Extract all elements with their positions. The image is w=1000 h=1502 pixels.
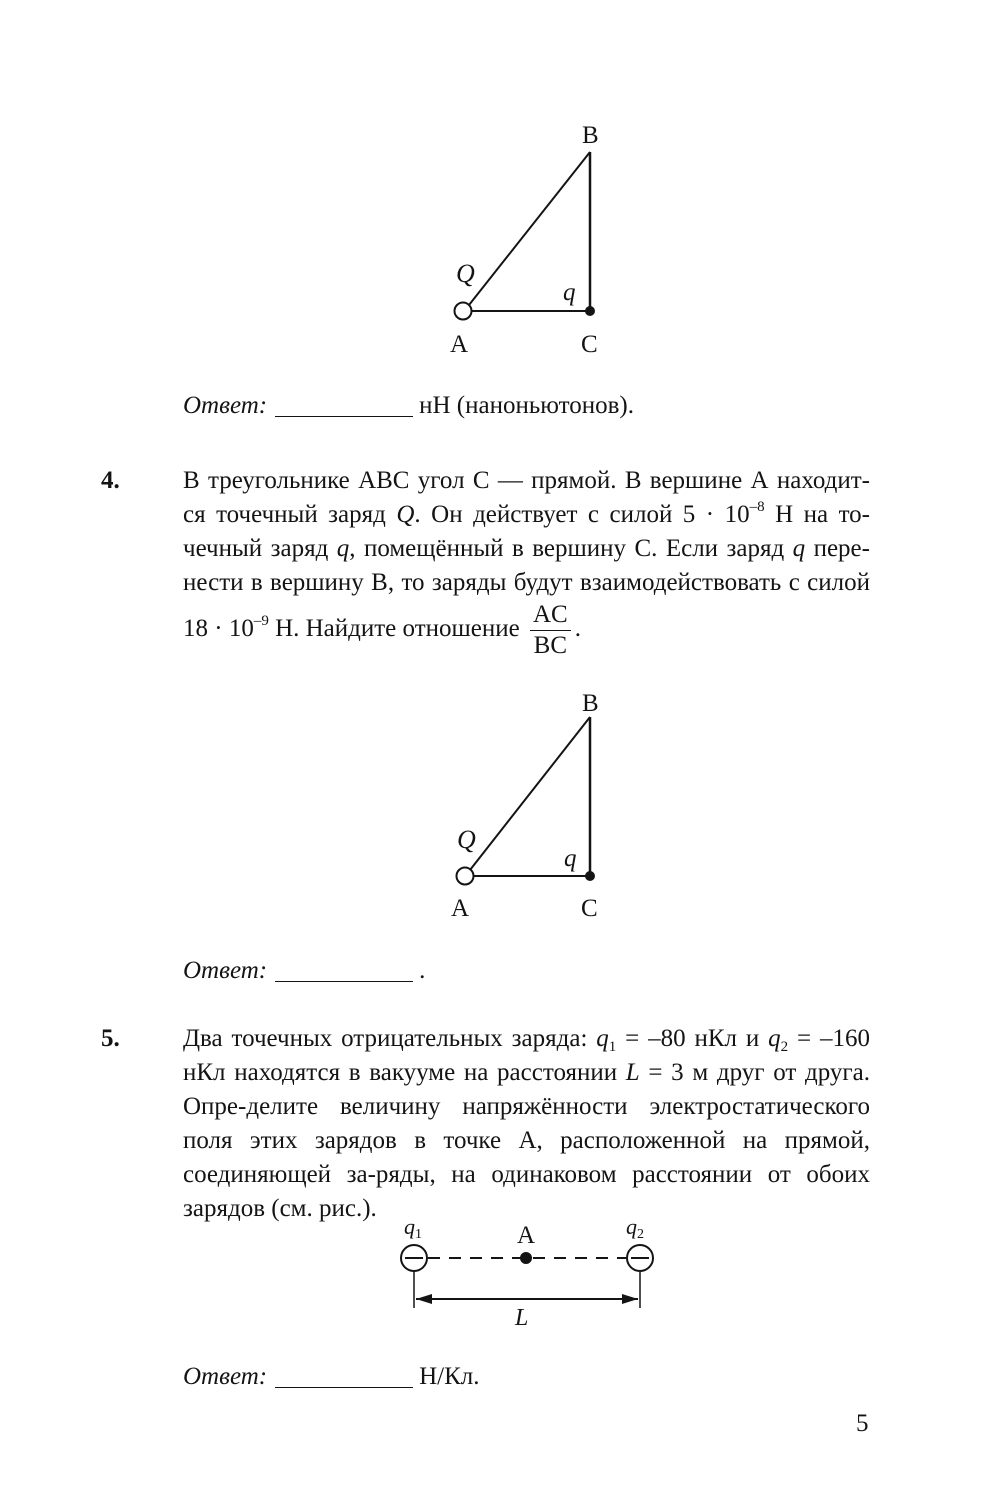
charge-Q-label: Q (456, 259, 475, 288)
charge-q-label: q (563, 279, 576, 306)
var-Q: Q (396, 501, 415, 528)
vertex-a-label: A (451, 895, 470, 922)
distance-label: L (515, 1305, 529, 1331)
charge-q-dot (585, 871, 595, 881)
answer-label: Ответ: (183, 1363, 268, 1390)
charge-Q-label: Q (457, 825, 476, 854)
problem-text-5 (183, 1022, 870, 1226)
charge-q2-label: q2 (626, 1214, 644, 1242)
triangle-figure-2 (0, 680, 1000, 940)
vertex-c-label: C (581, 331, 598, 358)
answer-blank[interactable] (275, 957, 413, 982)
exponent: –8 (749, 499, 765, 515)
text-part: Н на то-чечный заряд (183, 501, 870, 562)
charge-q-label: q (564, 845, 577, 872)
charge-q-dot (585, 306, 595, 316)
text-part: , помещённый в вершину С. Если заряд (349, 535, 793, 562)
text-part: Н. Найдите отношение (268, 615, 526, 643)
answer-unit: нН (наноньютонов). (419, 392, 634, 419)
problem-number-4: 4. (101, 467, 120, 494)
point-a-dot (520, 1252, 532, 1264)
text-part: . Он действует с силой 5 · 10 (414, 501, 750, 528)
exponent: –9 (253, 613, 269, 630)
var-q: q (596, 1025, 609, 1052)
text-part: = –160 нКл находятся в вакууме на расстоянии (183, 1025, 870, 1086)
var-q: q (768, 1025, 781, 1052)
vertex-b-label: B (582, 690, 599, 717)
var-q: q (792, 535, 806, 562)
charge-Q-circle (455, 303, 472, 320)
vertex-a-label: A (450, 331, 469, 358)
charges-figure (0, 1210, 1000, 1340)
answer-line-3 (183, 392, 634, 420)
arrow-right (622, 1294, 638, 1304)
problem-text-4 (183, 464, 870, 661)
answer-blank[interactable] (275, 1363, 413, 1388)
answer-label: Ответ: (183, 957, 268, 984)
answer-unit: Н/Кл. (419, 1363, 480, 1390)
fraction-denominator: BC (533, 632, 568, 659)
text-part: . (574, 615, 581, 643)
text-part: = 3 м друг от друга. Опре-делите величину напряжённости электростатического поля этих зарядов в точке А, расположенной на прямой, соединяющей за-ряды, на одинаковом расстоянии от обоих зарядов (см. рис.). (183, 1059, 870, 1222)
fraction-numerator: AC (530, 600, 571, 631)
answer-line-5 (183, 1363, 480, 1391)
subscript: 1 (608, 1039, 617, 1055)
problem-number-5: 5. (101, 1025, 120, 1052)
point-a-label: A (517, 1222, 536, 1249)
page-number: 5 (856, 1410, 869, 1437)
text-part: пере-нести в вершину В, то заряды будут взаимодействовать с силой 18 · 10 (183, 535, 870, 643)
answer-blank[interactable] (275, 392, 413, 417)
text-part: Два точечных отрицательных заряда: (183, 1025, 597, 1052)
var-q: q (336, 535, 350, 562)
subscript: 2 (780, 1039, 789, 1055)
text-part: В треугольнике АВС угол С — прямой. В вершине А находит-ся точечный заряд (183, 467, 870, 528)
text-part: = –80 нКл и (616, 1025, 769, 1052)
triangle-figure-1 (0, 0, 1000, 380)
charge-Q-circle (457, 868, 474, 885)
var-L: L (625, 1059, 640, 1086)
charge-q1-label: q1 (404, 1214, 422, 1242)
answer-unit: . (419, 957, 426, 984)
vertex-c-label: C (581, 895, 598, 922)
answer-label: Ответ: (183, 392, 268, 419)
answer-line-4 (183, 957, 425, 985)
vertex-b-label: B (582, 122, 599, 149)
arrow-left (416, 1294, 432, 1304)
ratio-fraction (530, 600, 571, 661)
